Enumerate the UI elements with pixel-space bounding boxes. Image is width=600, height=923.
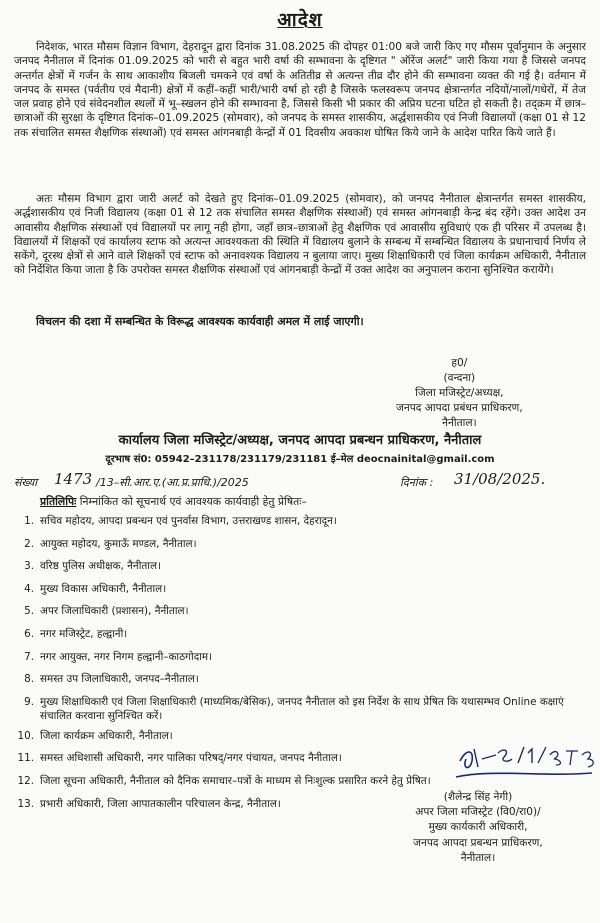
office-contact: दूरभाष सं0: 05942–231178/231179/231181 ई–मेल deocnainital@gmail.com bbox=[105, 454, 495, 465]
list-item bbox=[14, 559, 586, 573]
document-title: आदेश bbox=[277, 9, 323, 31]
list-item-number: 10. bbox=[17, 729, 34, 742]
list-item-number: 13. bbox=[17, 797, 34, 810]
signatory-place: नैनीताल। bbox=[442, 417, 477, 429]
list-item-text: समस्त अधिशासी अधिकारी, नगर पालिका परिषद्/नगर पंचायत, जनपद नैनीताल। bbox=[40, 752, 342, 765]
list-item-number: 1. bbox=[24, 515, 34, 527]
list-item bbox=[14, 627, 586, 641]
list-item-number: 7. bbox=[24, 650, 34, 663]
list-item-number: 5. bbox=[24, 605, 34, 618]
list-item-number: 8. bbox=[24, 673, 34, 686]
list-item-number: 2. bbox=[24, 537, 34, 550]
signatory-2-name: (शैलेन्द्र सिंह नेगी) bbox=[443, 791, 513, 803]
list-item-number: 6. bbox=[24, 627, 34, 640]
signatory-2-designation-3: जनपद आपदा प्रबन्धन प्राधिकरण, bbox=[413, 836, 543, 849]
list-item-text: मुख्य शिक्षाधिकारी एवं जिला शिक्षाधिकारी (माध्यमिक/बेसिक), जनपद नैनीताल को इस निर्देश के साथ प्रेषित कि यथासम्भव Online कक्षाएं संचालित करवाना सुनिश्चित करें। bbox=[40, 695, 564, 722]
date-label: दिनांक : bbox=[400, 476, 434, 489]
signatory-2-place: नैनीताल। bbox=[460, 851, 496, 864]
list-item bbox=[14, 695, 586, 723]
list-item-text: मुख्य विकास अधिकारी, नैनीताल। bbox=[40, 582, 167, 595]
signature-block-dm bbox=[396, 356, 523, 431]
signatory-2-designation-1: अपर जिला मजिस्ट्रेट (वि0/रा0)/ bbox=[415, 806, 541, 819]
order-paragraph-3: विचलन की दशा में सम्बन्धित के विरूद्ध आवश्यक कार्यवाही अमल में लाई जाएगी। bbox=[36, 315, 364, 328]
list-item-text: नगर आयुक्त, नगर निगम हल्द्वानी–काठगोदाम। bbox=[40, 650, 213, 663]
copy-to-text: निम्नांकित को सूचनार्थ एवं आवश्यक कार्यवाही हेतु प्रेषितः– bbox=[79, 495, 307, 508]
list-item-text: सचिव महोदय, आपदा प्रबन्धन एवं पुनर्वास विभाग, उत्तराखण्ड शासन, देहरादून। bbox=[40, 515, 337, 527]
copy-to-heading bbox=[40, 494, 307, 509]
list-item-text: आयुक्त महोदय, कुमाऊँ मण्डल, नैनीताल। bbox=[40, 537, 197, 550]
signatory-2-designation-2: मुख्य कार्यकारी अधिकारी, bbox=[428, 821, 528, 834]
list-item bbox=[14, 582, 586, 596]
list-item bbox=[14, 514, 586, 528]
signatory-name: (वन्दना) bbox=[443, 372, 476, 384]
office-heading: कार्यालय जिला मजिस्ट्रेट/अध्यक्ष, जनपद आपदा प्रबन्धन प्राधिकरण, नैनीताल bbox=[118, 433, 482, 448]
order-paragraph-1: निदेशक, भारत मौसम विज्ञान विभाग, देहरादून द्वारा दिनांक 31.08.2025 की दोपहर 01:00 बजे जारी किए गए मौसम पूर्वानुमान के अनुसार जनपद नैनीताल में दिनांक 01.09.2025 को भारी से बहुत भारी वर्षा की सम्भावना के दृष्टिगत " ऑरेंज अलर्ट" जारी किया गया है जिससे जनपद अन्तर्गत क्षेत्रों में गर्जन के साथ आकाशीय बिजली चमकने एवं वर्षा के अतितीव्र से अत्यन्त तीव्र दौर होने की सम्भावना व्यक्त की गई है। वर्तमान में जनपद के समस्त (पर्वतीय एवं मैदानी) क्षेत्रों में कहीं–कहीं भारी/भारी वर्षा हो रही है जिसके फलस्वरूप जनपद क्षेत्रान्तर्गत नदियों/नालों/गधेरों, में तेज जल प्रवाह होने एवं संवेदनशील स्थलों में भू–स्खलन होने की सम्भावना है, जिससे किसी भी प्रकार की अप्रिय घटना घटित हो सकती है। तद्क्रम में छात्र–छात्राओं की सुरक्षा के दृष्टिगत दिनांक–01.09.2025 (सोमवार), को जनपद के समस्त शासकीय, अर्द्धशासकीय एवं निजी विद्यालयों (कक्षा 01 से 12 तक संचालित समस्त शैक्षणिक संस्थाओं) एवं समस्त आंगनबाड़ी केन्द्रों में 01 दिवसीय अवकाश घोषित किये जाने के आदेश पारित किये जाते हैं। bbox=[14, 41, 586, 139]
list-item-number: 3. bbox=[24, 560, 34, 573]
order-paragraph-2: अतः मौसम विभाग द्वारा जारी अलर्ट को देखते हुए दिनांक–01.09.2025 (सोमवार), को जनपद नैनीताल क्षेत्रान्तर्गत समस्त शासकीय, अर्द्धशासकीय एवं निजी विद्यालय (कक्षा 01 से 12 तक संचालित समस्त शैक्षणिक संस्थाओं) एवं समस्त आंगनबाड़ी केन्द्र बंद रहेंगे। उक्त आदेश उन आवासीय शैक्षणिक संस्थाओं एवं विद्यालयों पर लागू नही होगा, जहाँ छात्र–छात्राओं हेतु शैक्षणिक एवं आवासीय सुविधाएं एक ही परिसर में उपलब्ध है। विद्यालयों में शिक्षकों एवं कार्यालय स्टाफ को अत्यन्त आवश्यकता की स्थिति में विद्यालय बुलाने के सम्बन्ध में सम्बन्धित विद्यालय के प्रधानाचार्य निर्णय ले सकेंगे, दूरस्थ क्षेत्रों से आने वाले शिक्षकों एवं स्टाफ को अनावश्यक विद्यालय न बुलाया जाए। मुख्य शिक्षाधिकारी एवं जिला कार्यक्रम अधिकारी, नैनीताल को निर्देशित किया जाता है कि उपरोक्त समस्त शैक्षणिक संस्थाओं एवं आंगनबाड़ी केन्द्रों में उक्त आदेश का अनुपालन कराना सुनिश्चित करायेंगे। bbox=[14, 193, 586, 277]
reference-line bbox=[14, 470, 586, 492]
signatory-designation-2: जनपद आपदा प्रबंधन प्राधिकरण, bbox=[396, 402, 523, 414]
copy-to-label: प्रतिलिपिः bbox=[40, 495, 77, 508]
list-item-number: 9. bbox=[24, 695, 34, 708]
list-item-text: समस्त उप जिलाधिकारी, जनपद–नैनीताल। bbox=[40, 673, 199, 686]
list-item-text: प्रभारी अधिकारी, जिला आपातकालीन परिचालन केन्द्र, नैनीताल। bbox=[40, 797, 281, 810]
list-item-text: जिला कार्यक्रम अधिकारी, नैनीताल। bbox=[40, 729, 173, 742]
list-item-text: अपर जिलाधिकारी (प्रशासन), नैनीताल। bbox=[40, 605, 189, 618]
list-item bbox=[14, 650, 586, 664]
list-item-text: जिला सूचना अधिकारी, नैनीताल को दैनिक समाचार–पत्रों के माध्यम से निःशुल्क प्रसारित करने हेतु प्रेषित। bbox=[40, 774, 431, 787]
list-item-number: 4. bbox=[24, 582, 34, 595]
list-item bbox=[14, 537, 586, 551]
ref-label: संख्या bbox=[14, 476, 38, 489]
list-item-text: नगर मजिस्ट्रेट, हल्द्वानी। bbox=[40, 627, 128, 640]
list-item-number: 12. bbox=[17, 774, 34, 787]
ref-code: /13–सी.आर.ए.(आ.प्र.प्राधि.)/2025 bbox=[96, 476, 249, 489]
list-item-number: 11. bbox=[17, 752, 34, 765]
signature-block-adm bbox=[378, 790, 578, 866]
signature-ho: ह0/ bbox=[451, 357, 468, 369]
list-item bbox=[14, 672, 586, 686]
ref-number: 1473 bbox=[54, 470, 93, 488]
list-item bbox=[14, 729, 586, 743]
list-item bbox=[14, 604, 586, 618]
list-item-text: वरिष्ठ पुलिस अधीक्षक, नैनीताल। bbox=[40, 560, 161, 573]
signatory-designation-1: जिला मजिस्ट्रेट/अध्यक्ष, bbox=[415, 387, 504, 399]
handwritten-signature-icon bbox=[452, 743, 600, 783]
date-value: 31/08/2025. bbox=[454, 470, 546, 488]
